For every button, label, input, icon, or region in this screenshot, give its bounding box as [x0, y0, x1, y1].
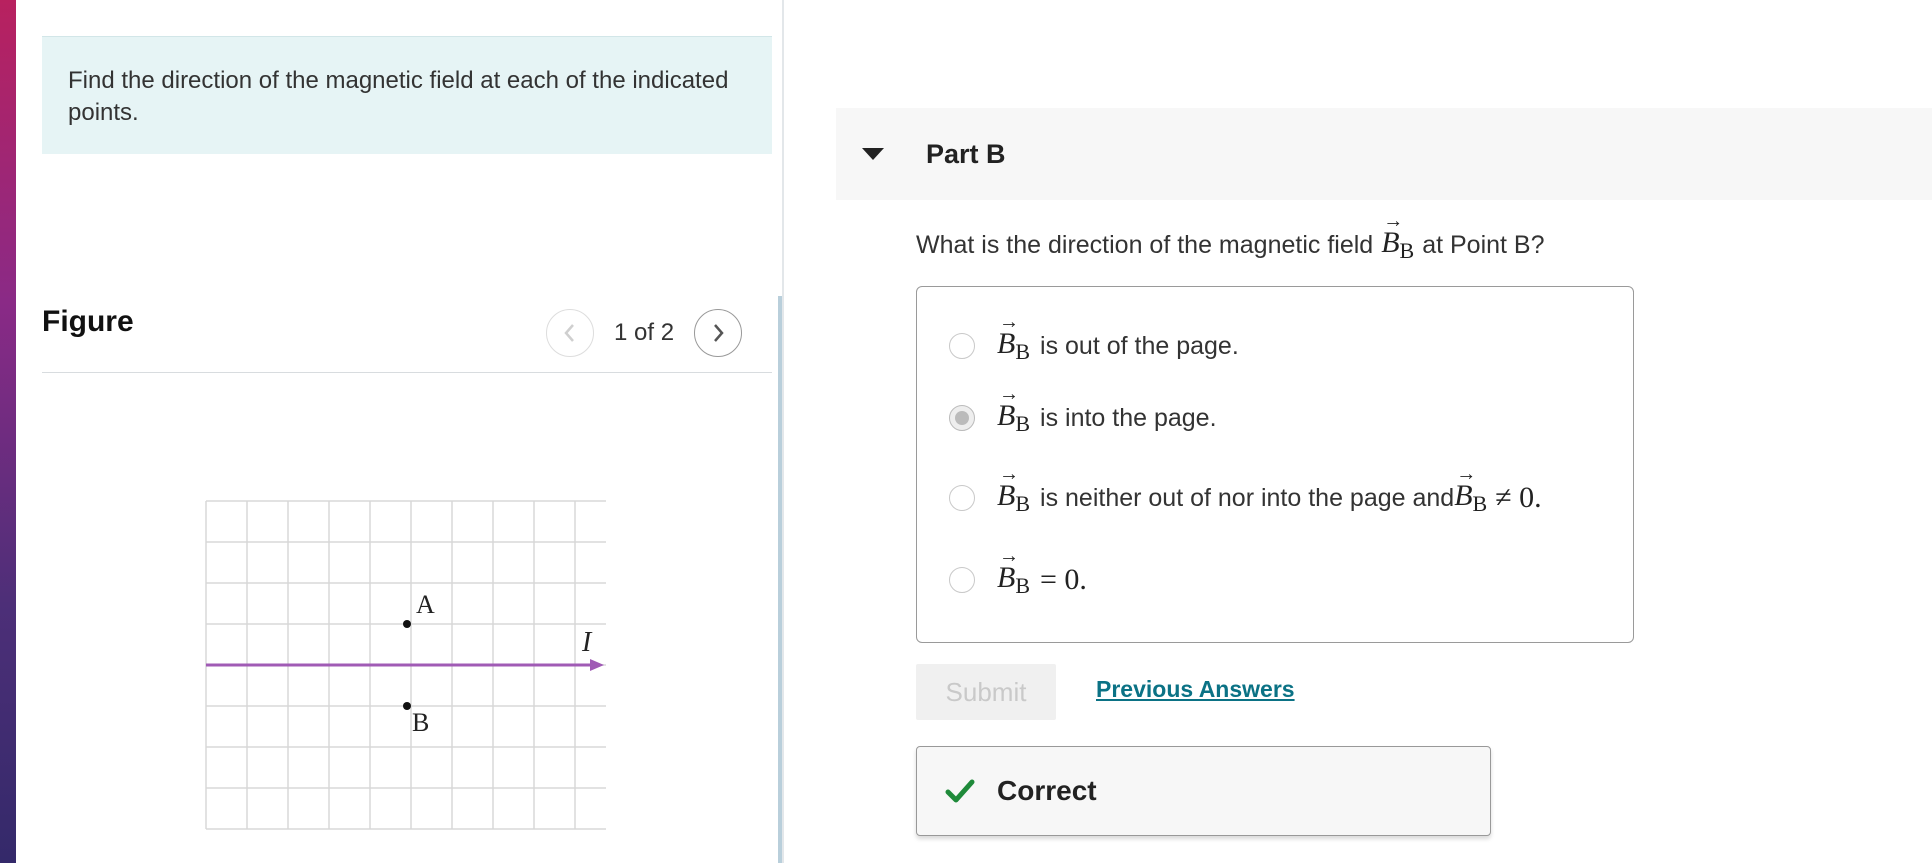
option-neither[interactable]	[949, 479, 1542, 517]
option-symbol: → $B_B$	[997, 399, 1030, 437]
question-text	[916, 226, 1545, 264]
part-b-header[interactable]	[836, 108, 1932, 200]
next-figure-button[interactable]	[694, 309, 742, 357]
radio-option-3[interactable]	[949, 485, 975, 511]
app-edge-strip	[0, 0, 16, 863]
magnetic-field-figure	[186, 495, 606, 835]
question-tail: at Point B?	[1422, 230, 1545, 259]
checkmark-icon	[945, 776, 975, 806]
submit-button[interactable]: Submit	[916, 664, 1056, 720]
option-label: is out of the page.	[1040, 331, 1239, 360]
figure-counter: 1 of 2	[614, 319, 675, 346]
point-b-marker	[403, 702, 411, 710]
part-title: Part B	[926, 138, 1006, 169]
problem-intro: Find the direction of the magnetic field at each of the indicated points.	[42, 36, 772, 154]
option-trailing-math: = 0.	[1040, 563, 1087, 596]
figure-heading: Figure	[42, 305, 134, 338]
chevron-right-icon	[709, 322, 727, 344]
radio-option-4[interactable]	[949, 567, 975, 593]
current-label: I	[582, 627, 592, 658]
option-symbol: → $B_B$	[997, 561, 1030, 599]
option-into-page[interactable]	[949, 399, 1217, 437]
problem-pane	[16, 0, 782, 863]
option-trailing-math: ≠ 0.	[1495, 481, 1542, 514]
feedback-correct	[916, 746, 1491, 836]
point-b-label: B	[412, 708, 430, 737]
radio-option-2[interactable]	[949, 405, 975, 431]
figure-pager	[546, 308, 742, 358]
collapse-caret-icon[interactable]	[862, 148, 884, 160]
answer-options	[916, 286, 1634, 643]
option-symbol: → $B_B$	[997, 327, 1030, 365]
radio-option-1[interactable]	[949, 333, 975, 359]
previous-figure-button[interactable]	[546, 309, 594, 357]
option-symbol: → $B_B$	[997, 479, 1030, 517]
point-a-label: A	[416, 590, 435, 619]
chevron-left-icon	[561, 322, 579, 344]
option-zero[interactable]	[949, 561, 1087, 599]
feedback-label: Correct	[997, 775, 1097, 806]
option-out-of-page[interactable]	[949, 327, 1239, 365]
pane-resize-handle[interactable]	[778, 296, 782, 863]
option-label: is into the page.	[1040, 403, 1217, 432]
point-a-marker	[403, 620, 411, 628]
option-trailing-symbol: → $B_B$	[1454, 479, 1487, 517]
question-field-symbol: → $B_B$	[1381, 226, 1414, 264]
current-wire	[206, 659, 604, 671]
previous-answers-link[interactable]: Previous Answers	[1096, 676, 1295, 702]
option-label: is neither out of nor into the page and	[1040, 483, 1455, 512]
answer-pane	[784, 0, 1932, 863]
figure-divider	[42, 372, 772, 373]
question-lead: What is the direction of the magnetic field	[916, 230, 1374, 259]
